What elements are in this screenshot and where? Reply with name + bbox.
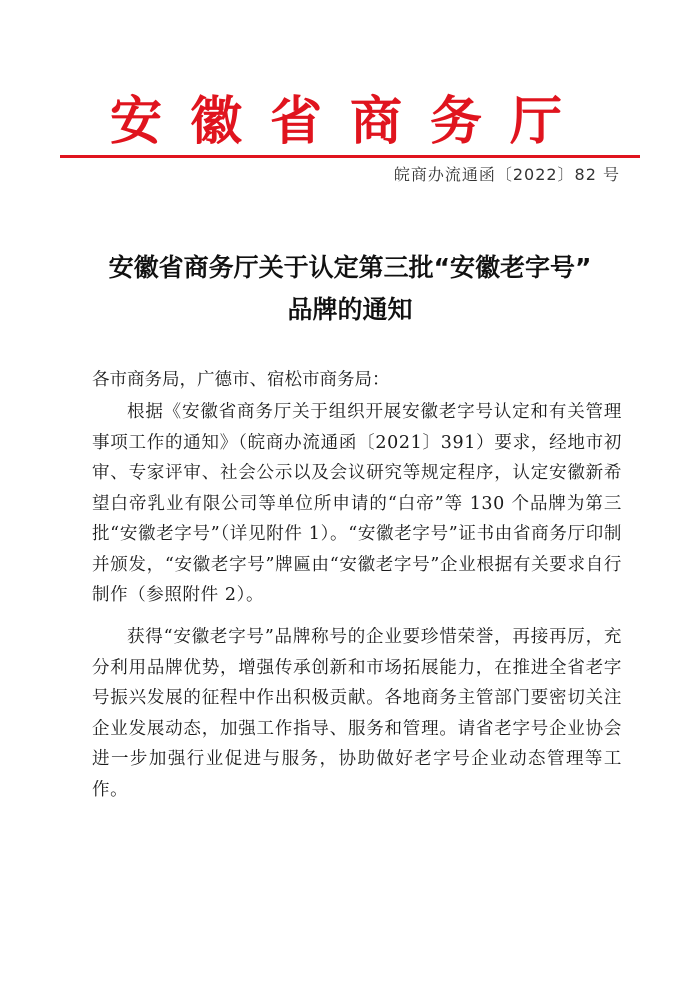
notice-title-line-1: 安徽省商务厅关于认定第三批“安徽老字号” bbox=[108, 253, 592, 282]
body-paragraph-1: 根据《安徽省商务厅关于组织开展安徽老字号认定和有关管理事项工作的通知》（皖商办流通函〔2021〕391）要求，经地市初审、专家评审、社会公示以及会议研究等规定程序，认定安徽新希望白帝乳业有限公司等单位所申请的“白帝”等 130 个品牌为第三批“安徽老字号”（详见附件 1）。“安徽老字号”证书由省商务厅印制并颁发，“安徽老字号”牌匾由“安徽老字号”企业根据有关要求自行制作（参照附件 2）。 bbox=[92, 402, 622, 605]
agency-header: 安徽省商务厅 bbox=[109, 91, 590, 152]
document-number: 皖商办流通函〔2022〕82 号 bbox=[393, 165, 620, 184]
body-paragraph-2: 获得“安徽老字号”品牌称号的企业要珍惜荣誉，再接再厉，充分利用品牌优势，增强传承创新和市场拓展能力，在推进全省老字号振兴发展的征程中作出积极贡献。各地商务主管部门要密切关注企业发展动态，加强工作指导、服务和管理。请省老字号企业协会进一步加强行业促进与服务，协助做好老字号企业动态管理等工作。 bbox=[92, 627, 622, 800]
salutation: 各市商务局，广德市、宿松市商务局： bbox=[92, 370, 390, 390]
red-divider-line bbox=[60, 155, 640, 158]
notice-title-line-2: 品牌的通知 bbox=[287, 295, 413, 324]
